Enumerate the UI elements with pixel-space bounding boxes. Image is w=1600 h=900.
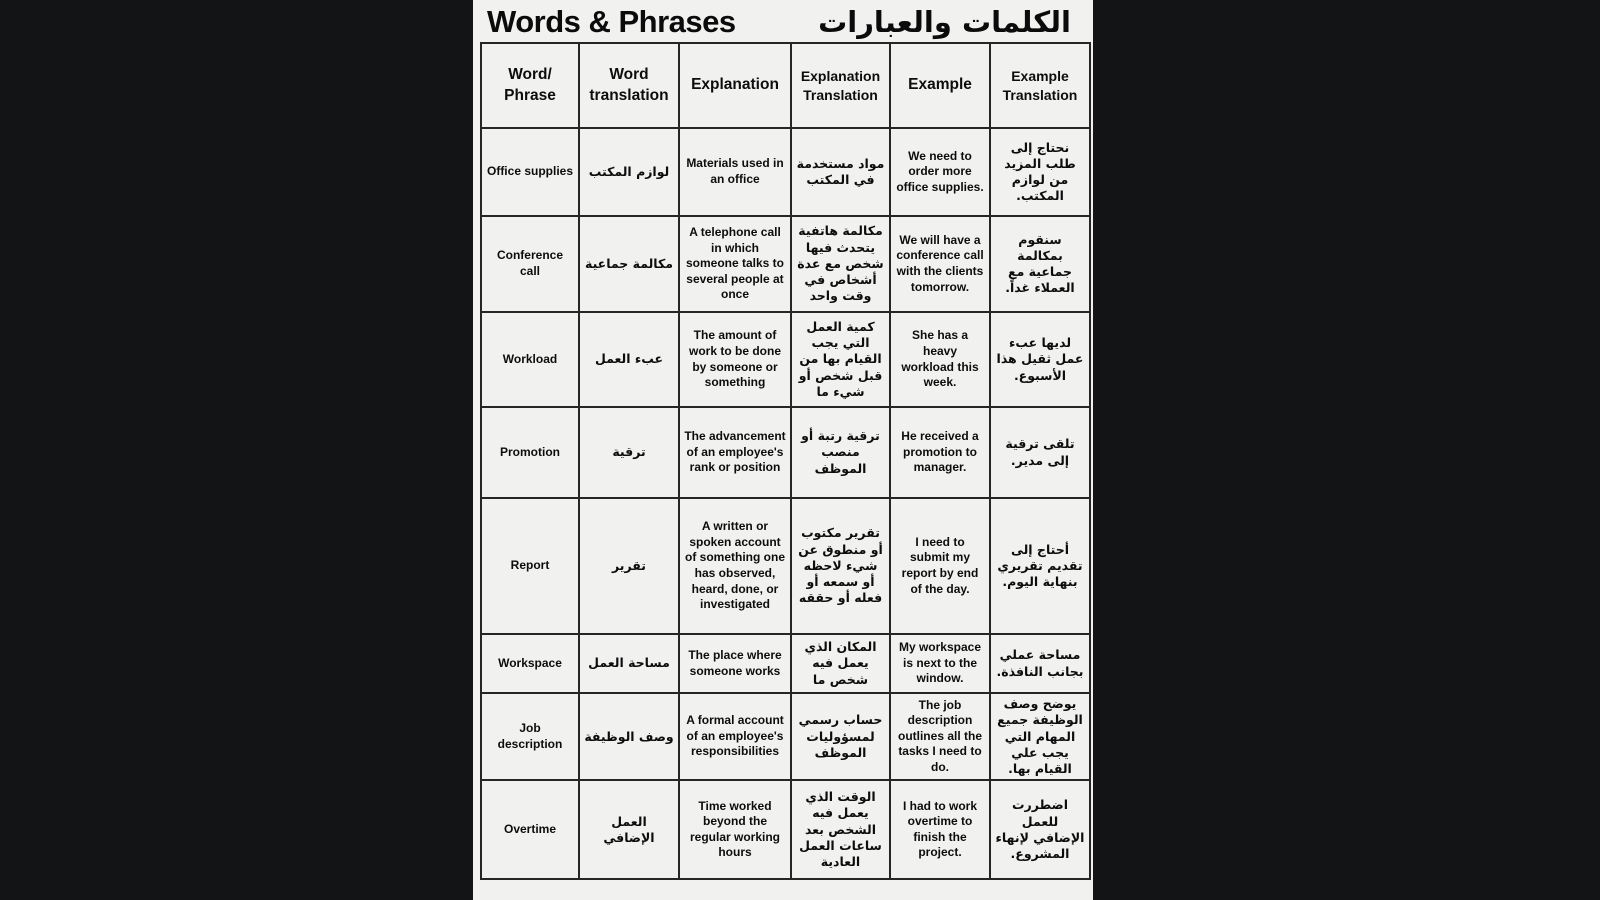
column-header-word-phrase: Word/ Phrase <box>481 43 579 128</box>
header-row <box>481 43 1090 128</box>
table-row <box>481 128 1090 216</box>
table-row <box>481 216 1090 312</box>
word-translation-cell: وصف الوظيفة <box>579 693 679 780</box>
word-translation-cell: العمل الإضافي <box>579 780 679 879</box>
word-translation-cell: مكالمة جماعية <box>579 216 679 312</box>
example-cell: He received a promotion to manager. <box>890 407 990 498</box>
explanation-translation-cell: ترقية رتبة أو منصب الموظف <box>791 407 890 498</box>
column-header-example: Example <box>890 43 990 128</box>
example-cell: I need to submit my report by end of the day. <box>890 498 990 634</box>
word-cell: Report <box>481 498 579 634</box>
example-cell: The job description outlines all the tasks I need to do. <box>890 693 990 780</box>
title-bar <box>473 0 1093 42</box>
word-translation-cell: تقرير <box>579 498 679 634</box>
word-cell: Promotion <box>481 407 579 498</box>
example-cell: We need to order more office supplies. <box>890 128 990 216</box>
explanation-cell: A written or spoken account of something one has observed, heard, done, or investigated <box>679 498 791 634</box>
explanation-cell: The place where someone works <box>679 634 791 693</box>
word-translation-cell: مساحة العمل <box>579 634 679 693</box>
explanation-translation-cell: مكالمة هاتفية يتحدث فيها شخص مع عدة أشخاص في وقت واحد <box>791 216 890 312</box>
word-cell: Conference call <box>481 216 579 312</box>
table-row <box>481 312 1090 407</box>
word-cell: Overtime <box>481 780 579 879</box>
explanation-translation-cell: كمية العمل التي يجب القيام بها من قبل شخص أو شيء ما <box>791 312 890 407</box>
example-translation-cell: مساحة عملي بجانب النافذة. <box>990 634 1090 693</box>
explanation-cell: The advancement of an employee's rank or position <box>679 407 791 498</box>
example-translation-cell: أحتاج إلى تقديم تقريري بنهاية اليوم. <box>990 498 1090 634</box>
explanation-translation-cell: تقرير مكتوب أو منطوق عن شيء لاحظه أو سمعه أو فعله أو حققه <box>791 498 890 634</box>
explanation-cell: The amount of work to be done by someone or something <box>679 312 791 407</box>
example-cell: I had to work overtime to finish the project. <box>890 780 990 879</box>
word-translation-cell: لوازم المكتب <box>579 128 679 216</box>
explanation-translation-cell: مواد مستخدمة في المكتب <box>791 128 890 216</box>
word-cell: Office supplies <box>481 128 579 216</box>
column-header-explanation: Explanation <box>679 43 791 128</box>
example-cell: We will have a conference call with the clients tomorrow. <box>890 216 990 312</box>
example-translation-cell: نحتاج إلى طلب المزيد من لوازم المكتب. <box>990 128 1090 216</box>
explanation-translation-cell: المكان الذي يعمل فيه شخص ما <box>791 634 890 693</box>
explanation-cell: A telephone call in which someone talks to several people at once <box>679 216 791 312</box>
table-row <box>481 634 1090 693</box>
vocabulary-table <box>480 42 1091 880</box>
explanation-cell: Materials used in an office <box>679 128 791 216</box>
example-translation-cell: تلقى ترقية إلى مدير. <box>990 407 1090 498</box>
vocabulary-sheet <box>473 0 1093 900</box>
column-header-explanation-translation: Explanation Translation <box>791 43 890 128</box>
example-cell: She has a heavy workload this week. <box>890 312 990 407</box>
example-translation-cell: لديها عبء عمل ثقيل هذا الأسبوع. <box>990 312 1090 407</box>
word-translation-cell: ترقية <box>579 407 679 498</box>
column-header-word-translation: Word translation <box>579 43 679 128</box>
page-title-english: Words & Phrases <box>487 4 736 39</box>
table-row <box>481 498 1090 634</box>
column-header-example-translation: Example Translation <box>990 43 1090 128</box>
example-translation-cell: سنقوم بمكالمة جماعية مع العملاء غداً. <box>990 216 1090 312</box>
page-title-arabic: الكلمات والعبارات <box>818 5 1071 39</box>
word-cell: Job description <box>481 693 579 780</box>
explanation-translation-cell: الوقت الذي يعمل فيه الشخص بعد ساعات العمل العادية <box>791 780 890 879</box>
word-translation-cell: عبء العمل <box>579 312 679 407</box>
table-row <box>481 407 1090 498</box>
example-cell: My workspace is next to the window. <box>890 634 990 693</box>
example-translation-cell: يوضح وصف الوظيفة جميع المهام التي يجب علي القيام بها. <box>990 693 1090 780</box>
explanation-cell: Time worked beyond the regular working hours <box>679 780 791 879</box>
example-translation-cell: اضطررت للعمل الإضافي لإنهاء المشروع. <box>990 780 1090 879</box>
table-row <box>481 780 1090 879</box>
table-row <box>481 693 1090 780</box>
word-cell: Workload <box>481 312 579 407</box>
explanation-translation-cell: حساب رسمي لمسؤوليات الموظف <box>791 693 890 780</box>
explanation-cell: A formal account of an employee's responsibilities <box>679 693 791 780</box>
word-cell: Workspace <box>481 634 579 693</box>
